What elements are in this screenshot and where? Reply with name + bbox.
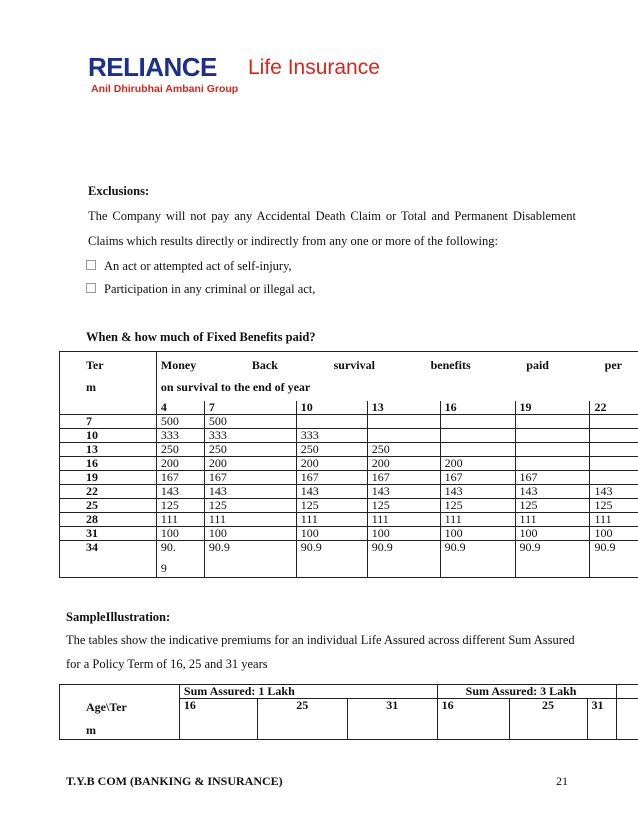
bullet-icon: [86, 283, 96, 293]
benefit-value-cell: 143: [156, 485, 204, 499]
term-cell: 34: [60, 541, 157, 578]
footer-course: T.Y.B COM (BANKING & INSURANCE): [66, 774, 283, 788]
header-word: Money: [160, 358, 197, 372]
benefit-value-cell: 167: [515, 471, 590, 485]
term-cell: 16: [60, 457, 157, 471]
age-term-line2: m: [86, 722, 96, 737]
benefit-value-cell: 333: [156, 429, 204, 443]
logo-group: Anil Dhirubhai Ambani Group: [91, 83, 239, 95]
benefit-value-cell: 333: [296, 429, 367, 443]
table-header-row: [60, 352, 638, 402]
benefit-value-cell: 200: [367, 457, 440, 471]
header-word: survival: [333, 358, 375, 372]
benefit-value-cell: 100: [440, 527, 515, 541]
benefit-value-cell: 500: [204, 415, 296, 429]
table-row: [60, 457, 638, 471]
benefit-value-cell: 111: [590, 513, 638, 527]
benefit-value-cell: 111: [367, 513, 440, 527]
sum-assured-1-header: Sum Assured: 1 Lakh: [179, 685, 437, 699]
benefit-value-cell: 200: [296, 457, 367, 471]
benefit-value-cell: 143: [515, 485, 590, 499]
exclusions-line1: The Company will not pay any Accidental Death Claim or Total and Permanent Disablement: [88, 209, 576, 223]
benefit-value-cell: 167: [156, 471, 204, 485]
table-row: [60, 429, 638, 443]
header-word: Back: [251, 358, 278, 372]
benefit-value-cell: 125: [590, 499, 638, 513]
term-cell: 7: [60, 415, 157, 429]
age-term-line1: Age\Ter: [86, 699, 127, 714]
benefit-value-cell: 125: [367, 499, 440, 513]
benefit-value-cell: 143: [367, 485, 440, 499]
benefit-value-cell: 167: [440, 471, 515, 485]
benefit-value-cell: 90.9: [204, 541, 296, 578]
benefit-value-cell: 125: [296, 499, 367, 513]
benefit-value-cell: 167: [204, 471, 296, 485]
exclusions-line2: Claims which results directly or indirectly from any one or more of the following:: [88, 234, 498, 248]
term-cell: 25: [60, 499, 157, 513]
benefit-value-cell: 250: [367, 443, 440, 457]
benefits-header: [156, 352, 638, 402]
sample-line1: The tables show the indicative premiums for an individual Life Assured across different Sum Assured: [66, 633, 575, 647]
premium-term-cell: 25: [509, 699, 587, 740]
logo-product: Life Insurance: [248, 56, 380, 79]
term-cell: 13: [60, 443, 157, 457]
benefit-value-cell: [590, 471, 638, 485]
benefit-value-cell: 143: [296, 485, 367, 499]
benefit-value-cell: 125: [204, 499, 296, 513]
blank-cell: [617, 685, 638, 699]
table-row: [60, 499, 638, 513]
benefit-value-cell: [440, 429, 515, 443]
benefit-value-cell: 500: [156, 415, 204, 429]
benefit-value-cell: 250: [156, 443, 204, 457]
header-word: per: [604, 358, 622, 372]
benefit-value-cell: 250: [204, 443, 296, 457]
benefit-value-cell: 167: [367, 471, 440, 485]
term-header-line1: Ter: [86, 358, 104, 372]
year-cell: 10: [296, 401, 367, 415]
table-row: [60, 415, 638, 429]
benefit-value-cell: 90.9: [296, 541, 367, 578]
benefit-value-cell: 100: [515, 527, 590, 541]
benefit-value-cell: [367, 415, 440, 429]
term-header-line2: m: [86, 380, 96, 394]
reliance-logo: [88, 52, 388, 98]
benefit-value-cell: [590, 415, 638, 429]
term-header: [60, 352, 157, 402]
benefit-value-line2: 9: [160, 561, 167, 575]
premium-term-cell: 16: [179, 699, 257, 740]
benefit-value-cell: 143: [204, 485, 296, 499]
bullet-text: Participation in any criminal or illegal act,: [104, 282, 316, 296]
benefit-value-cell: [515, 415, 590, 429]
benefit-value-cell: [296, 415, 367, 429]
benefit-value-cell: 90.9: [367, 541, 440, 578]
age-term-blank: [60, 685, 180, 699]
benefit-value-cell: 111: [296, 513, 367, 527]
benefits-header-line1: [161, 357, 634, 374]
benefit-value-cell: 250: [296, 443, 367, 457]
benefit-value-cell: 125: [156, 499, 204, 513]
year-cell: 7: [204, 401, 296, 415]
logo-brand: RELIANCE: [88, 52, 217, 82]
benefit-value-cell: 100: [156, 527, 204, 541]
premium-term-cell: 25: [257, 699, 347, 740]
table-row: [60, 485, 638, 499]
benefit-value-cell: 200: [156, 457, 204, 471]
table-row: [60, 471, 638, 485]
page-number: 21: [556, 774, 568, 788]
benefit-value-cell: 125: [440, 499, 515, 513]
sum-assured-3-header: [437, 685, 617, 699]
term-cell: 31: [60, 527, 157, 541]
benefit-value-cell: [515, 429, 590, 443]
sum-assured-3-label: Sum Assured: 3 Lakh: [465, 684, 577, 698]
benefit-value-cell: [367, 429, 440, 443]
benefit-value-cell: 111: [204, 513, 296, 527]
years-row-blank: [60, 401, 157, 415]
benefit-value-cell: 90.9: [440, 541, 515, 578]
term-cell: 22: [60, 485, 157, 499]
benefit-value-cell: [590, 457, 638, 471]
term-cell: 10: [60, 429, 157, 443]
fixed-benefits-heading: When & how much of Fixed Benefits paid?: [86, 330, 316, 344]
benefit-value-cell: [440, 443, 515, 457]
years-row: [60, 401, 638, 415]
bullet-text: An act or attempted act of self-injury,: [104, 259, 292, 273]
benefit-value-cell: 111: [440, 513, 515, 527]
sample-heading: SampleIllustration:: [66, 610, 171, 624]
benefit-value-cell: 167: [296, 471, 367, 485]
sum-assured-row: [60, 685, 638, 699]
fixed-benefits-table: [59, 351, 638, 578]
term-cell: 19: [60, 471, 157, 485]
benefits-header-line2: on survival to the end of year: [160, 380, 311, 394]
benefit-value-cell: [515, 457, 590, 471]
header-word: paid: [526, 358, 549, 372]
benefit-value-cell: [515, 443, 590, 457]
header-word: benefits: [430, 358, 471, 372]
premium-term-cell: 31: [587, 699, 617, 740]
benefit-value-cell: 143: [440, 485, 515, 499]
benefit-value-cell: 100: [367, 527, 440, 541]
benefit-value-cell: 200: [440, 457, 515, 471]
benefit-value-cell: 200: [204, 457, 296, 471]
year-cell: 4: [156, 401, 204, 415]
premium-term-cell: 31: [347, 699, 437, 740]
exclusion-bullet: [86, 258, 292, 274]
table-row: [60, 527, 638, 541]
year-cell: 19: [515, 401, 590, 415]
exclusions-heading: Exclusions:: [88, 184, 150, 198]
exclusion-bullet: [86, 281, 315, 297]
year-cell: 22: [590, 401, 638, 415]
benefit-value-cell: 111: [515, 513, 590, 527]
benefit-value-cell: 100: [204, 527, 296, 541]
table-row: [60, 513, 638, 527]
benefit-value-cell: 100: [590, 527, 638, 541]
benefit-value-cell: [590, 443, 638, 457]
benefit-value-cell: [590, 429, 638, 443]
benefit-value-cell: 90.9: [515, 541, 590, 578]
year-cell: 16: [440, 401, 515, 415]
benefit-value-cell: 90.9: [590, 541, 638, 578]
age-term-header: [60, 699, 180, 740]
table-row: [60, 443, 638, 457]
benefit-value-line1: 90.: [160, 540, 176, 554]
benefit-value-cell: [440, 415, 515, 429]
year-cell: 13: [367, 401, 440, 415]
term-cell: 28: [60, 513, 157, 527]
premium-term-cell: 16: [437, 699, 509, 740]
premium-table: [59, 684, 638, 740]
benefit-value-cell: 111: [156, 513, 204, 527]
benefit-value-cell: [156, 541, 204, 578]
benefit-value-cell: 143: [590, 485, 638, 499]
bullet-icon: [86, 260, 96, 270]
benefit-value-cell: 125: [515, 499, 590, 513]
term-row: [60, 699, 638, 740]
blank-cell: [617, 699, 638, 740]
sample-line2: for a Policy Term of 16, 25 and 31 years: [66, 657, 268, 671]
benefit-value-cell: 100: [296, 527, 367, 541]
benefit-value-cell: 333: [204, 429, 296, 443]
table-row: [60, 541, 638, 578]
